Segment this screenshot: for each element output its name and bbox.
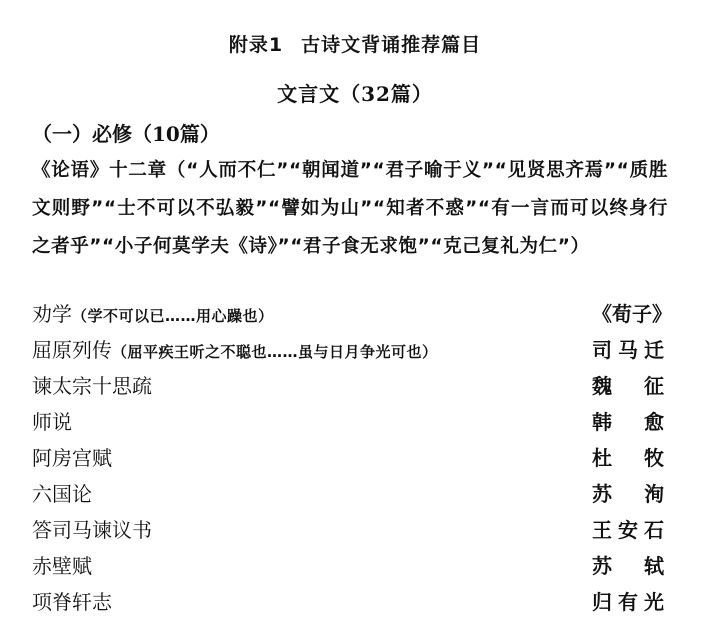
- work-title-cell: [32, 584, 592, 620]
- work-title: 谏太宗十思疏: [32, 374, 152, 398]
- work-title-cell: [32, 332, 592, 370]
- work-row: [32, 476, 664, 512]
- work-author: 归有光: [592, 590, 664, 614]
- works-list: [32, 296, 672, 620]
- appendix-heading: [0, 30, 710, 57]
- work-author: 魏 征: [592, 374, 664, 398]
- work-title: 劝学: [32, 302, 72, 326]
- work-title-cell: [32, 440, 592, 476]
- work-title-cell: [32, 296, 592, 334]
- work-title-cell: [32, 404, 592, 440]
- work-title-cell: [32, 512, 592, 548]
- work-title: 答司马谏议书: [32, 518, 152, 542]
- work-author: 苏 洵: [592, 482, 664, 506]
- work-row: [32, 548, 664, 584]
- work-row: [32, 332, 664, 368]
- work-author: 司马迁: [592, 338, 664, 362]
- section-title: 文言文（32篇）: [277, 82, 433, 106]
- work-row: [32, 440, 664, 476]
- work-title: 六国论: [32, 482, 92, 506]
- work-note: （屈平疾王听之不聪也……虽与日月争光可也）: [112, 343, 438, 361]
- work-author: 韩 愈: [592, 410, 664, 434]
- work-title: 屈原列传: [32, 338, 112, 362]
- work-title-cell: [32, 476, 592, 512]
- work-title: 赤壁赋: [32, 554, 92, 578]
- work-title: 项脊轩志: [32, 590, 112, 614]
- work-author: 杜 牧: [592, 446, 664, 470]
- work-row: [32, 296, 672, 332]
- lunyu-entry: 《论语》十二章（“人而不仁”“朝闻道”“君子喻于义”“见贤思齐焉”“质胜文则野”“士不可以不弘毅”“譬如为山”“知者不惑”“有一言而可以终身行之者乎”“小子何莫学夫《诗》”“君子食无求饱”“克己复礼为仁”）: [32, 160, 668, 257]
- appendix-label: 附录1: [228, 34, 284, 56]
- work-row: [32, 512, 664, 548]
- work-author: 《荀子》: [592, 302, 672, 326]
- work-row: [32, 404, 664, 440]
- work-row: [32, 584, 664, 620]
- subsection-title: （一）必修（10篇）: [32, 122, 220, 146]
- work-note: （学不可以已……用心躁也）: [72, 307, 274, 325]
- work-author: 王安石: [592, 518, 664, 542]
- appendix-title: 古诗文背诵推荐篇目: [301, 34, 482, 56]
- work-title: 师说: [32, 410, 72, 434]
- work-title-cell: [32, 548, 592, 584]
- work-row: [32, 368, 664, 404]
- work-author: 苏 轼: [592, 554, 664, 578]
- work-title-cell: [32, 368, 592, 404]
- work-title: 阿房宫赋: [32, 446, 112, 470]
